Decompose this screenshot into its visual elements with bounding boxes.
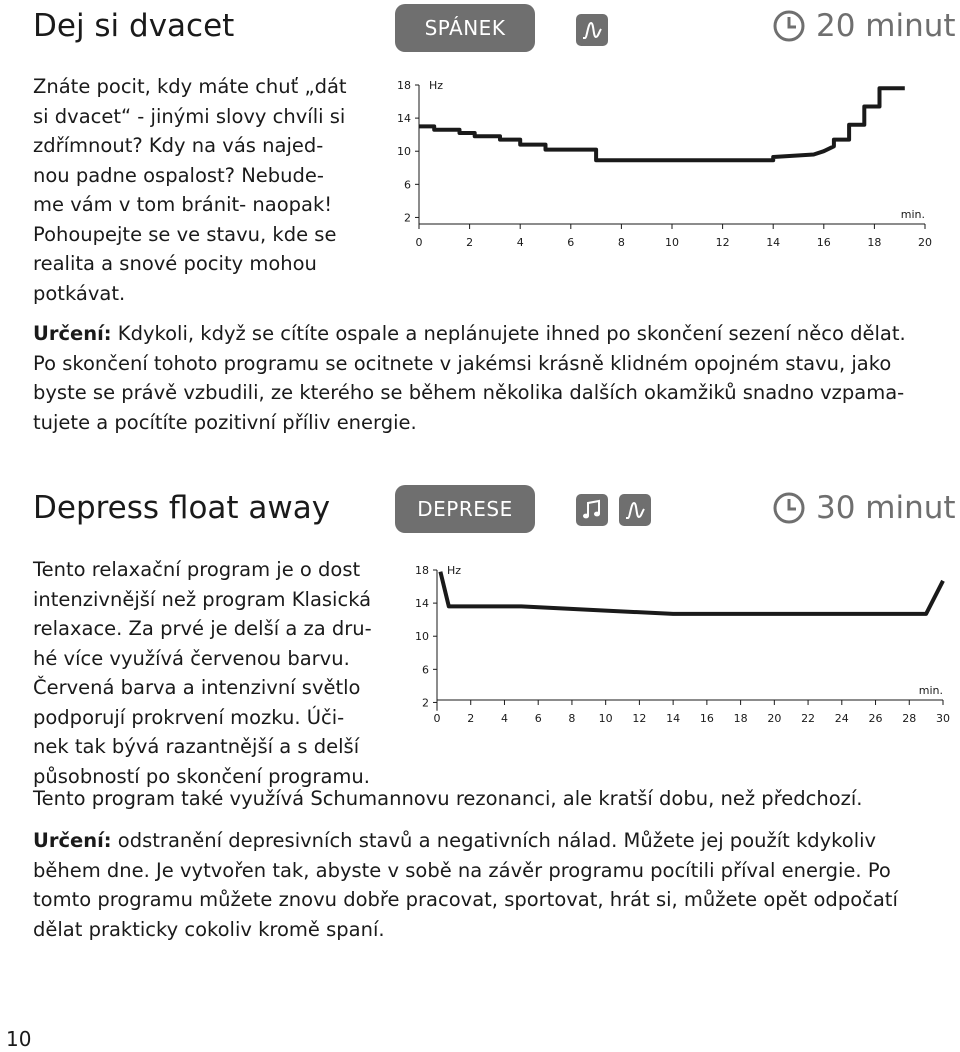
series-line	[419, 88, 905, 160]
purpose-label: Určení:	[33, 322, 112, 345]
category-badge: DEPRESE	[395, 485, 535, 533]
text-line: Červená barva a intenzivní světlo	[33, 676, 361, 699]
y-axis-label: Hz	[447, 564, 462, 577]
text-line: podporují prokrvení mozku. Úči-	[33, 705, 345, 729]
duration	[772, 490, 956, 526]
x-tick-label: 8	[617, 236, 625, 246]
x-tick-label: 16	[699, 712, 714, 725]
duration-text: 30 minut	[816, 490, 956, 526]
y-tick-label: 10	[397, 145, 411, 159]
text-line: Znáte pocit, kdy máte chuť „dát	[33, 75, 347, 98]
text-line: realita a snové pocity mohou	[33, 252, 317, 275]
x-axis-label: min.	[900, 208, 925, 221]
series-line	[440, 572, 943, 614]
text-line: Tento relaxační program je o dost	[33, 558, 361, 581]
clock-icon	[772, 491, 806, 525]
frequency-chart	[403, 557, 953, 737]
extra-line: Tento program také využívá Schumannovu rezonanci, ale kratší dobu, než předchozí.	[33, 787, 863, 810]
x-tick-label: 6	[534, 712, 542, 725]
text-line: zdřímnout? Kdy na vás najed-	[33, 134, 324, 157]
x-tick-label: 20	[767, 712, 782, 725]
x-tick-label: 30	[936, 712, 950, 725]
x-axis-label: min.	[918, 684, 943, 697]
y-tick-label: 18	[415, 564, 429, 577]
section-intro	[33, 555, 372, 791]
text-line: působností po skončení programu.	[33, 764, 370, 788]
text-line: dělat prakticky cokoliv kromě spaní.	[33, 917, 385, 941]
x-tick-label: 0	[433, 712, 441, 725]
music-note-icon	[576, 494, 608, 526]
x-tick-label: 2	[466, 236, 474, 246]
x-tick-label: 20	[918, 236, 932, 246]
purpose-first-line: odstranění depresivních stavů a negativních nálad. Můžete jej použít kdykoliv	[111, 829, 877, 852]
text-line: tujete a pocítíte pozitivní příliv energie.	[33, 410, 417, 434]
x-tick-label: 4	[516, 236, 524, 246]
x-tick-label: 18	[733, 712, 748, 725]
text-line: Po skončení tohoto programu se ocitnete v jakémsi krásně klidném opojném stavu, jako	[33, 351, 892, 375]
x-tick-label: 2	[467, 712, 475, 725]
y-tick-label: 14	[397, 112, 411, 126]
text-line: me vám v tom bránit- naopak!	[33, 193, 333, 216]
x-tick-label: 12	[715, 236, 730, 246]
text-line: si dvacet“ - jinými slovy chvíli si	[33, 104, 346, 128]
text-line: Pohoupejte se ve stavu, kde se	[33, 222, 337, 246]
waveform-icon	[576, 14, 608, 46]
section-title: Dej si dvacet	[33, 8, 235, 44]
y-axis-label: Hz	[429, 79, 444, 92]
y-tick-label: 18	[397, 79, 411, 92]
frequency-chart	[395, 76, 940, 246]
x-tick-label: 4	[500, 712, 508, 725]
x-tick-label: 18	[867, 236, 882, 246]
category-badge: SPÁNEK	[395, 4, 535, 52]
text-line: potkávat.	[33, 281, 126, 305]
page-number: 10	[6, 1027, 32, 1051]
x-tick-label: 14	[766, 236, 781, 246]
text-line: tomto programu můžete znovu dobře pracovat, sportovat, hrát si, můžete opět odpočatí	[33, 888, 898, 911]
section-purpose	[33, 826, 953, 944]
y-tick-label: 2	[422, 696, 429, 710]
y-tick-label: 2	[404, 211, 411, 225]
text-line: relaxace. Za prvé je delší a za dru-	[33, 617, 372, 640]
x-tick-label: 24	[834, 712, 849, 725]
purpose-label: Určení:	[33, 829, 112, 852]
x-tick-label: 8	[568, 712, 576, 725]
section-extra	[33, 784, 953, 814]
section-purpose	[33, 319, 953, 437]
duration-text: 20 minut	[816, 8, 956, 44]
x-tick-label: 26	[868, 712, 883, 725]
y-tick-label: 6	[422, 663, 429, 677]
y-tick-label: 14	[415, 597, 429, 611]
text-line: hé více využívá červenou barvu.	[33, 646, 350, 670]
section-title: Depress float away	[33, 490, 331, 526]
x-tick-label: 12	[632, 712, 647, 725]
purpose-first-line: Kdykoli, když se cítíte ospale a neplánujete ihned po skončení sezení něco dělat.	[111, 322, 906, 345]
y-tick-label: 6	[404, 178, 411, 192]
text-line: byste se právě vzbudili, ze kterého se během několika dalších okamžiků snadno vzpama-	[33, 381, 905, 404]
waveform-icon	[619, 494, 651, 526]
text-line: intenzivnější než program Klasická	[33, 587, 372, 611]
text-line: nek tak bývá razantnější a s delší	[33, 735, 360, 758]
text-line: nou padne ospalost? Nebude-	[33, 163, 324, 187]
x-tick-label: 6	[567, 236, 575, 246]
x-tick-label: 10	[598, 712, 613, 725]
x-tick-label: 16	[816, 236, 831, 246]
duration	[772, 8, 956, 44]
x-tick-label: 0	[415, 236, 423, 246]
x-tick-label: 14	[666, 712, 681, 725]
text-line: během dne. Je vytvořen tak, abyste v sobě na závěr programu pocítili příval energie. Po	[33, 858, 891, 882]
x-tick-label: 28	[902, 712, 917, 725]
section-intro	[33, 72, 347, 308]
x-tick-label: 22	[801, 712, 816, 725]
clock-icon	[772, 9, 806, 43]
y-tick-label: 10	[415, 630, 429, 644]
x-tick-label: 10	[665, 236, 679, 246]
